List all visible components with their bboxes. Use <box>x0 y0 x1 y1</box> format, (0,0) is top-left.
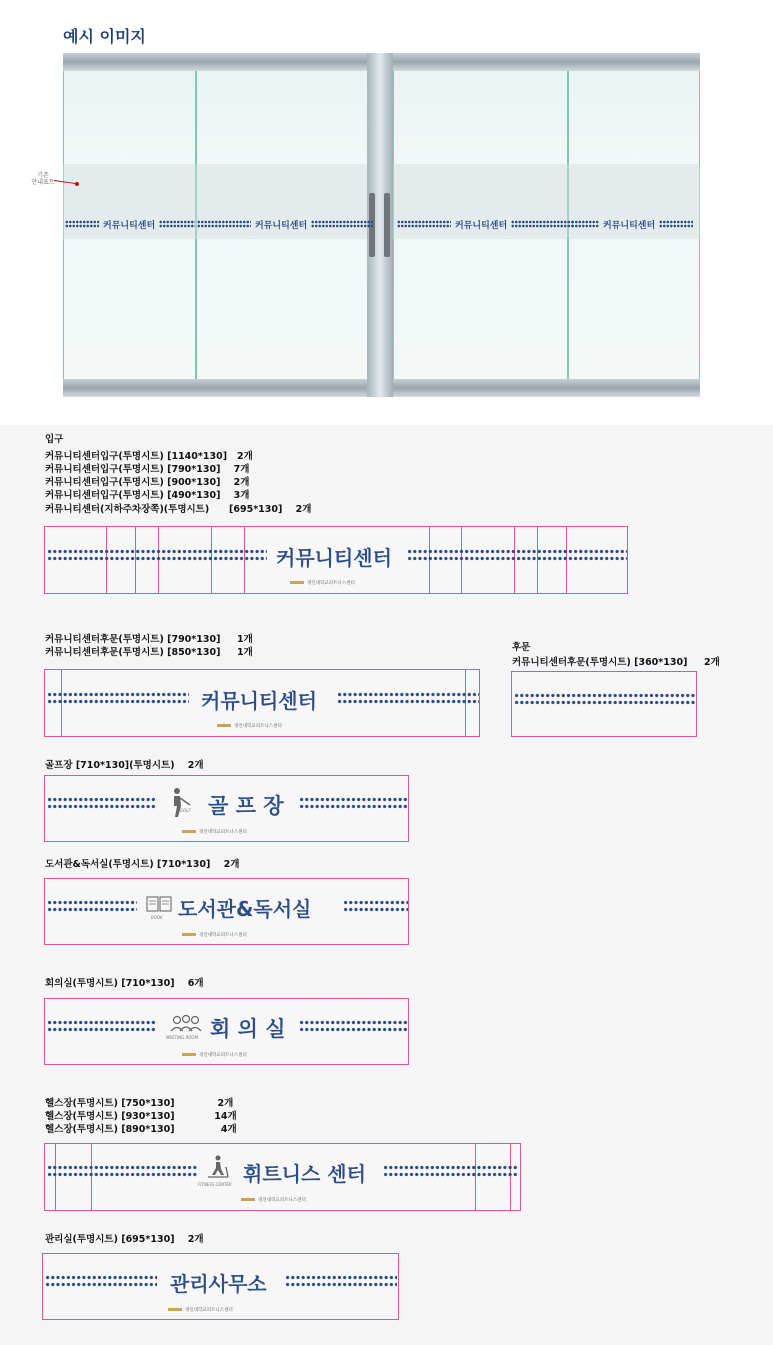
sign-text: 회 의 실 <box>210 1017 286 1041</box>
sign-text: 커뮤니티센터 <box>201 689 317 713</box>
logo: 경인대학교피트니스센터 <box>241 1197 306 1203</box>
sign-library <box>44 878 409 945</box>
icon-caption: GOLF <box>180 808 191 813</box>
sign-meeting <box>44 998 409 1065</box>
mock-sign <box>397 212 573 236</box>
mock-sign-text: 커뮤니티센터 <box>255 220 308 231</box>
dot-pattern <box>659 220 693 228</box>
mock-sign <box>65 212 195 236</box>
dot-pattern <box>299 796 407 810</box>
dot-pattern <box>47 1164 197 1178</box>
dot-pattern <box>47 1019 157 1033</box>
sign-text: 휘트니스 센터 <box>243 1162 366 1186</box>
dot-pattern <box>383 1164 519 1178</box>
dot-pattern <box>65 220 99 228</box>
door-handle <box>384 193 390 257</box>
people-icon <box>169 1015 203 1033</box>
spec-line: 헬스장(투명시트) [930*130] 14개 <box>45 1111 237 1122</box>
callout-dot <box>75 182 79 186</box>
mock-sign-text: 커뮤니티센터 <box>455 220 508 231</box>
mock-sign <box>197 212 373 236</box>
dot-pattern <box>299 1019 407 1033</box>
icon-caption: MEETING ROOM <box>166 1035 199 1040</box>
spec-line: 커뮤니티센터(지하주차장쪽)(투명시트) [695*130] 2개 <box>45 504 312 515</box>
sign-text: 골 프 장 <box>208 794 284 818</box>
icon-caption: BOOK <box>151 915 163 920</box>
section-heading-rear: 후문 <box>512 642 531 653</box>
treadmill-icon <box>206 1155 230 1179</box>
spec-line: 커뮤니티센터입구(투명시트) [790*130] 7개 <box>45 464 250 475</box>
mock-sign-text: 커뮤니티센터 <box>103 220 156 231</box>
sign-rear-small <box>511 671 697 737</box>
sign-text: 관리사무소 <box>170 1272 267 1296</box>
logo: 경인대학교피트니스센터 <box>182 932 247 938</box>
mock-sign-text: 커뮤니티센터 <box>603 220 656 231</box>
spec-line: 커뮤니티센터후문(투명시트) [790*130] 1개 <box>45 634 253 645</box>
dot-pattern <box>311 220 373 228</box>
side-note: 기존 안내표트 <box>31 172 55 186</box>
section-heading-entrance: 입구 <box>45 434 64 445</box>
dot-pattern <box>47 899 137 913</box>
sign-text: 도서관&독서실 <box>178 897 312 921</box>
spec-line: 헬스장(투명시트) [750*130] 2개 <box>45 1098 234 1109</box>
book-icon <box>146 895 172 913</box>
dot-pattern <box>47 796 157 810</box>
dot-pattern <box>397 220 451 228</box>
sign-office <box>42 1253 399 1320</box>
sign-rear <box>44 669 480 737</box>
spec-line: 커뮤니티센터후문(투명시트) [850*130] 1개 <box>45 647 253 658</box>
door-mockup <box>63 53 700 397</box>
sign-text: 커뮤니티센터 <box>276 546 392 570</box>
spec-line: 헬스장(투명시트) [890*130] 4개 <box>45 1124 237 1135</box>
icon-caption: FITNESS CENTER <box>198 1182 232 1187</box>
logo: 경인대학교피트니스센터 <box>182 1052 247 1058</box>
spec-line: 커뮤니티센터입구(투명시트) [1140*130] 2개 <box>45 451 253 462</box>
dot-pattern <box>159 220 195 228</box>
sign-entrance <box>44 526 628 594</box>
dot-pattern <box>197 220 251 228</box>
spec-line: 도서관&독서실(투명시트) [710*130] 2개 <box>45 859 240 870</box>
dot-pattern <box>511 220 573 228</box>
dot-pattern <box>285 1274 397 1288</box>
sign-fitness <box>44 1143 521 1211</box>
spec-line: 골프장 [710*130](투명시트) 2개 <box>45 760 204 771</box>
page-title: 예시 이미지 <box>63 27 146 46</box>
dot-pattern <box>514 692 695 706</box>
mock-sign <box>571 212 693 236</box>
dot-pattern <box>47 691 189 705</box>
logo: 경인대학교피트니스센터 <box>217 723 282 729</box>
sign-golf <box>44 775 409 842</box>
spec-line: 커뮤니티센터입구(투명시트) [490*130] 3개 <box>45 490 250 501</box>
dot-pattern <box>407 548 627 562</box>
golfer-icon <box>166 787 192 819</box>
spec-line: 커뮤니티센터후문(투명시트) [360*130] 2개 <box>512 657 720 668</box>
dot-pattern <box>47 548 267 562</box>
dot-pattern <box>571 220 599 228</box>
spec-line: 관리실(투명시트) [695*130] 2개 <box>45 1234 204 1245</box>
spec-line: 회의실(투명시트) [710*130] 6개 <box>45 978 204 989</box>
dot-pattern <box>337 691 479 705</box>
logo: 경인대학교피트니스센터 <box>290 580 355 586</box>
spec-line: 커뮤니티센터입구(투명시트) [900*130] 2개 <box>45 477 250 488</box>
logo: 경인대학교피트니스센터 <box>182 829 247 835</box>
logo: 경인대학교피트니스센터 <box>168 1307 233 1313</box>
dot-pattern <box>45 1274 157 1288</box>
dot-pattern <box>343 899 408 913</box>
